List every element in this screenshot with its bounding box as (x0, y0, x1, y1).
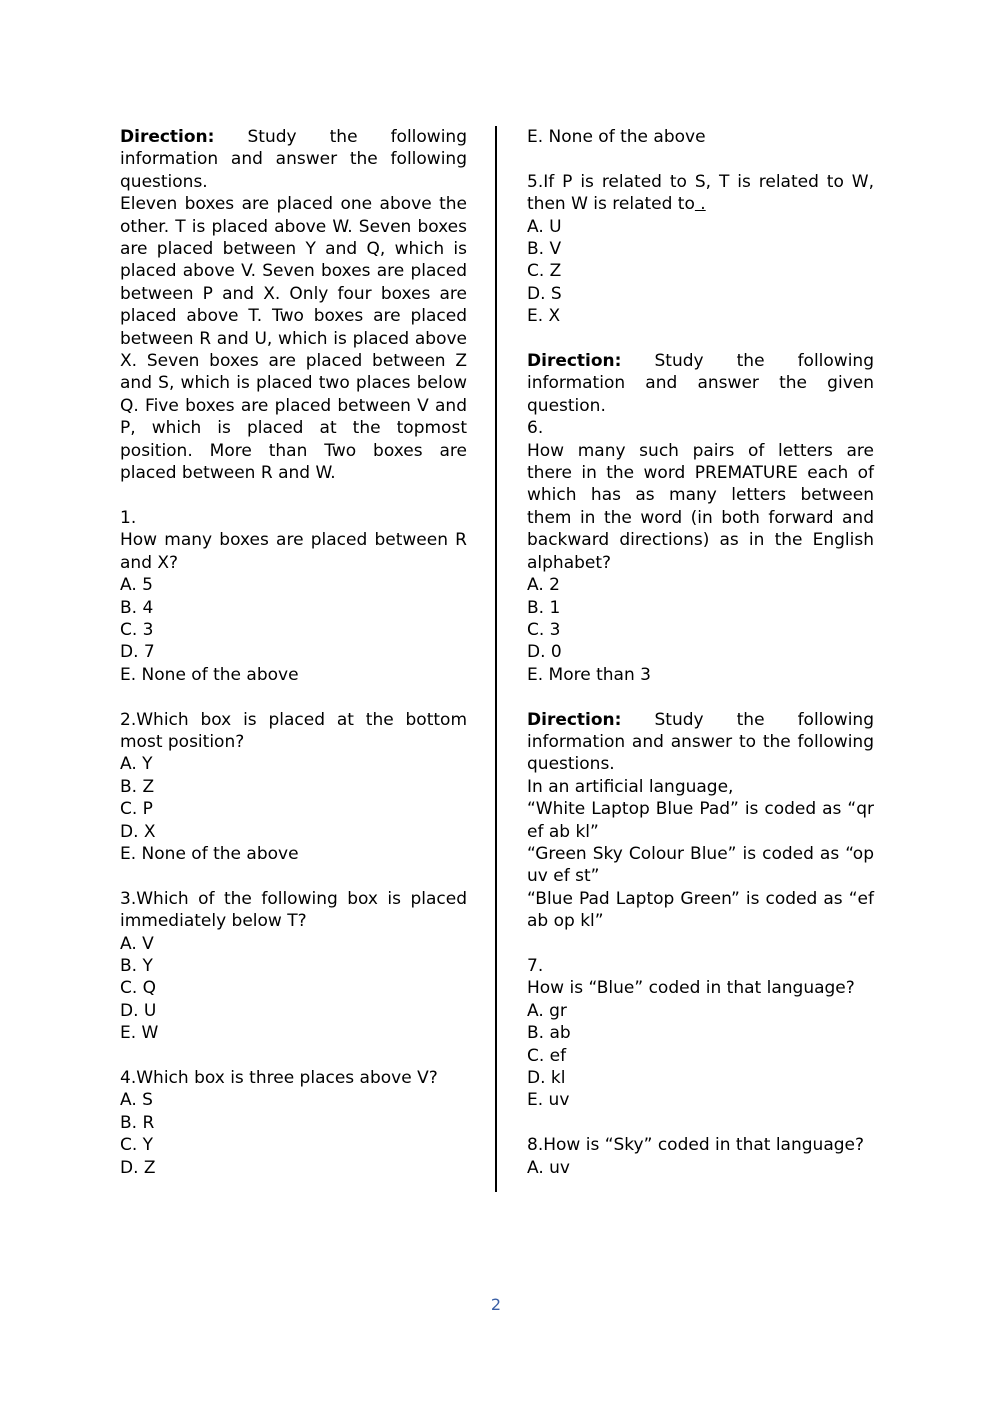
question-number: 7. (527, 955, 544, 976)
question-8 (527, 1134, 874, 1179)
option-item: B. V (527, 239, 562, 260)
question-text: 3.Which of the following box is placed immediately below T? (120, 888, 467, 932)
direction-label: Direction: (527, 709, 622, 730)
direction-text: Study the following information and answer to the following questions. (527, 709, 875, 775)
option-item: A. 5 (120, 575, 153, 596)
option-item: B. Y (120, 955, 153, 976)
option-item: D. 7 (120, 642, 155, 663)
question-number: 5. (527, 171, 544, 192)
direction-text: Study the following information and answer the following questions. (120, 127, 468, 192)
option-item: B. 4 (120, 597, 154, 618)
option-item-continued: E. None of the above (527, 127, 706, 147)
direction-label: Direction: (120, 127, 215, 147)
option-item: D. S (527, 283, 562, 304)
section-gap (120, 865, 467, 887)
option-item: C. 3 (120, 619, 154, 640)
option-item: E. uv (527, 1090, 570, 1111)
option-item: A. V (120, 933, 154, 954)
question-2 (120, 709, 467, 866)
direction-heading (527, 709, 874, 776)
option-item: E. None of the above (120, 843, 299, 864)
direction-block-1 (120, 126, 467, 485)
section-gap (527, 328, 874, 350)
option-item: C. 3 (527, 619, 561, 640)
option-item: A. Y (120, 754, 153, 775)
question-5 (527, 171, 874, 328)
question-text: How is “Blue” coded in that language? (527, 978, 855, 999)
option-item: A. S (120, 1090, 153, 1111)
direction-block-2 (527, 350, 874, 417)
direction-label: Direction: (527, 351, 622, 372)
section-gap (120, 686, 467, 708)
direction-heading (120, 126, 467, 193)
option-item: D. X (120, 821, 156, 842)
section-gap (120, 485, 467, 507)
option-item: B. 1 (527, 597, 561, 618)
option-item: C. Y (120, 1135, 154, 1156)
direction-heading (527, 350, 874, 417)
coding-line: “White Laptop Blue Pad” is coded as “qr ef ab kl” (527, 799, 874, 842)
question-3 (120, 888, 467, 1045)
section-gap (120, 1045, 467, 1067)
option-item: C. Q (120, 978, 157, 999)
option-item: E. X (527, 306, 561, 327)
question-number: 3. (120, 888, 137, 909)
section-gap (527, 933, 874, 955)
direction-passage: Eleven boxes are placed one above the other. T is placed above W. Seven boxes are placed between Y and Q, which is placed above V. Seven boxes are placed between P and X. Only four boxes are placed above T. Two boxes are placed between R and U, which is placed above X. Seven boxes are placed between Z and S, which is placed two places below Q. Five boxes are placed between V and P, which is placed at the topmost position. More than Two boxes are placed between R and W. (120, 194, 467, 484)
left-column (120, 126, 467, 1179)
option-item: D. Z (120, 1157, 156, 1178)
coding-line: “Blue Pad Laptop Green” is coded as “ef ab op kl” (527, 888, 874, 932)
question-number: 1. (120, 507, 137, 528)
direction-block-3 (527, 709, 874, 933)
option-item: A. U (527, 216, 562, 237)
option-item: E. None of the above (120, 664, 299, 685)
option-item: E. W (120, 1023, 159, 1044)
option-item: C. ef (527, 1045, 567, 1066)
section-gap (527, 148, 874, 170)
right-column (527, 126, 874, 1179)
option-item: C. Z (527, 261, 562, 282)
question-number: 2. (120, 709, 137, 730)
question-number: 8. (527, 1135, 544, 1156)
question-4 (120, 1067, 467, 1179)
option-item: A. 2 (527, 575, 560, 596)
question-text: 5.If P is related to S, T is related to W, then W is related to . (527, 171, 874, 215)
question-text: 4.Which box is three places above V? (120, 1068, 438, 1088)
question-text: How many such pairs of letters are there in the word PREMATURE each of which has as many letters between them in the word (in both forward and backward directions) as in the English alphabet? (527, 440, 874, 573)
option-item: B. ab (527, 1023, 571, 1044)
direction-text: Study the following information and answer the given question. (527, 351, 875, 416)
option-item: D. kl (527, 1068, 566, 1088)
question-text: 2.Which box is placed at the bottom most position? (120, 709, 467, 752)
option-item: C. P (120, 799, 153, 820)
question-text: 8.How is “Sky” coded in that language? (527, 1135, 865, 1156)
option-item: D. 0 (527, 642, 562, 663)
section-gap (527, 1112, 874, 1134)
coding-line: “Green Sky Colour Blue” is coded as “op uv ef st” (527, 843, 874, 887)
passage-intro: In an artificial language, (527, 776, 734, 797)
option-item: B. R (120, 1112, 155, 1133)
question-number: 6. (527, 418, 544, 439)
option-item: D. U (120, 1000, 157, 1021)
page-number: 2 (490, 1295, 502, 1314)
option-item: A. gr (527, 1000, 567, 1021)
column-divider (495, 126, 497, 1192)
option-item: B. Z (120, 776, 155, 797)
question-1 (120, 507, 467, 686)
section-gap (527, 686, 874, 708)
question-number: 4. (120, 1068, 137, 1088)
option-item: A. uv (527, 1157, 570, 1178)
question-text: How many boxes are placed between R and X? (120, 530, 467, 573)
question-7 (527, 955, 874, 1112)
answer-blank: . (694, 194, 706, 215)
question-6 (527, 417, 874, 686)
option-item: E. More than 3 (527, 664, 651, 685)
